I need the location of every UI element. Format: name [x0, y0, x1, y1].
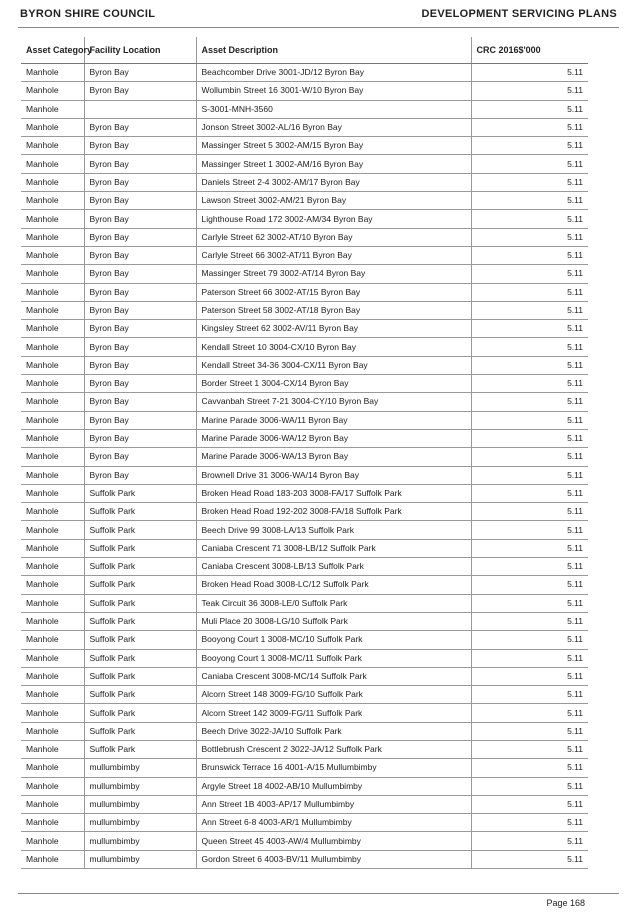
cell-facility-location: Byron Bay: [84, 64, 196, 82]
page-header: [0, 0, 637, 36]
cell-asset-description: Kendall Street 10 3004-CX/10 Byron Bay: [196, 338, 471, 356]
table-row: [21, 649, 588, 667]
cell-facility-location: Suffolk Park: [84, 649, 196, 667]
cell-asset-description: Lawson Street 3002-AM/21 Byron Bay: [196, 192, 471, 210]
cell-asset-category: Manhole: [21, 777, 84, 795]
cell-asset-description: Caniaba Crescent 71 3008-LB/12 Suffolk Park: [196, 539, 471, 557]
cell-crc-value: 5.11: [471, 100, 588, 118]
cell-facility-location: Byron Bay: [84, 466, 196, 484]
table-row: [21, 375, 588, 393]
cell-facility-location: Byron Bay: [84, 265, 196, 283]
cell-crc-value: 5.11: [471, 137, 588, 155]
table-row: [21, 137, 588, 155]
cell-asset-category: Manhole: [21, 411, 84, 429]
asset-table: [21, 37, 588, 869]
cell-asset-category: Manhole: [21, 338, 84, 356]
cell-asset-description: Broken Head Road 192-202 3008-FA/18 Suffolk Park: [196, 503, 471, 521]
cell-crc-value: 5.11: [471, 173, 588, 191]
cell-facility-location: Suffolk Park: [84, 631, 196, 649]
cell-asset-category: Manhole: [21, 612, 84, 630]
cell-crc-value: 5.11: [471, 192, 588, 210]
cell-facility-location: mullumbimby: [84, 850, 196, 868]
cell-crc-value: 5.11: [471, 484, 588, 502]
cell-asset-description: Beech Drive 3022-JA/10 Suffolk Park: [196, 722, 471, 740]
cell-facility-location: Byron Bay: [84, 375, 196, 393]
cell-asset-description: Massinger Street 79 3002-AT/14 Byron Bay: [196, 265, 471, 283]
cell-asset-category: Manhole: [21, 722, 84, 740]
cell-crc-value: 5.11: [471, 740, 588, 758]
table-row: [21, 612, 588, 630]
cell-facility-location: Byron Bay: [84, 283, 196, 301]
cell-crc-value: 5.11: [471, 612, 588, 630]
cell-facility-location: Byron Bay: [84, 246, 196, 264]
cell-facility-location: Suffolk Park: [84, 722, 196, 740]
cell-asset-description: Alcorn Street 148 3009-FG/10 Suffolk Park: [196, 686, 471, 704]
cell-facility-location: Byron Bay: [84, 137, 196, 155]
table-row: [21, 173, 588, 191]
cell-facility-location: Suffolk Park: [84, 704, 196, 722]
table-row: [21, 740, 588, 758]
table-body: [21, 64, 588, 869]
cell-asset-category: Manhole: [21, 448, 84, 466]
cell-crc-value: 5.11: [471, 466, 588, 484]
table-row: [21, 539, 588, 557]
table-row: [21, 576, 588, 594]
cell-crc-value: 5.11: [471, 832, 588, 850]
cell-crc-value: 5.11: [471, 448, 588, 466]
table-row: [21, 448, 588, 466]
col-header-asset-category: Asset Category: [21, 37, 84, 64]
cell-crc-value: 5.11: [471, 759, 588, 777]
cell-asset-category: Manhole: [21, 429, 84, 447]
table-row: [21, 795, 588, 813]
cell-asset-category: Manhole: [21, 631, 84, 649]
table-row: [21, 704, 588, 722]
table-row: [21, 631, 588, 649]
cell-asset-category: Manhole: [21, 832, 84, 850]
cell-facility-location: mullumbimby: [84, 832, 196, 850]
cell-asset-category: Manhole: [21, 484, 84, 502]
cell-asset-category: Manhole: [21, 740, 84, 758]
cell-crc-value: 5.11: [471, 558, 588, 576]
table-row: [21, 777, 588, 795]
cell-asset-description: Caniaba Crescent 3008-MC/14 Suffolk Park: [196, 667, 471, 685]
cell-crc-value: 5.11: [471, 777, 588, 795]
table-row: [21, 521, 588, 539]
cell-asset-description: Paterson Street 66 3002-AT/15 Byron Bay: [196, 283, 471, 301]
cell-facility-location: Suffolk Park: [84, 686, 196, 704]
table-row: [21, 338, 588, 356]
table-row: [21, 64, 588, 82]
cell-facility-location: Byron Bay: [84, 192, 196, 210]
table-row: [21, 850, 588, 868]
cell-crc-value: 5.11: [471, 503, 588, 521]
cell-facility-location: Byron Bay: [84, 356, 196, 374]
cell-asset-description: Ann Street 1B 4003-AP/17 Mullumbimby: [196, 795, 471, 813]
cell-facility-location: Suffolk Park: [84, 740, 196, 758]
cell-facility-location: Byron Bay: [84, 228, 196, 246]
cell-crc-value: 5.11: [471, 356, 588, 374]
table-row: [21, 118, 588, 136]
cell-crc-value: 5.11: [471, 539, 588, 557]
table-header-row: [21, 37, 588, 64]
cell-asset-category: Manhole: [21, 246, 84, 264]
cell-asset-category: Manhole: [21, 539, 84, 557]
cell-asset-description: Border Street 1 3004-CX/14 Byron Bay: [196, 375, 471, 393]
cell-facility-location: Byron Bay: [84, 448, 196, 466]
cell-asset-description: Daniels Street 2-4 3002-AM/17 Byron Bay: [196, 173, 471, 191]
cell-asset-category: Manhole: [21, 704, 84, 722]
cell-facility-location: Byron Bay: [84, 338, 196, 356]
cell-facility-location: Byron Bay: [84, 173, 196, 191]
cell-facility-location: Suffolk Park: [84, 484, 196, 502]
cell-asset-category: Manhole: [21, 466, 84, 484]
table-row: [21, 466, 588, 484]
cell-asset-category: Manhole: [21, 301, 84, 319]
cell-facility-location: Suffolk Park: [84, 576, 196, 594]
cell-crc-value: 5.11: [471, 411, 588, 429]
table-row: [21, 210, 588, 228]
table-row: [21, 192, 588, 210]
table-row: [21, 759, 588, 777]
cell-asset-category: Manhole: [21, 375, 84, 393]
cell-asset-description: Queen Street 45 4003-AW/4 Mullumbimby: [196, 832, 471, 850]
table-row: [21, 265, 588, 283]
cell-facility-location: mullumbimby: [84, 759, 196, 777]
cell-crc-value: 5.11: [471, 814, 588, 832]
document-title: DEVELOPMENT SERVICING PLANS: [421, 8, 617, 20]
cell-crc-value: 5.11: [471, 301, 588, 319]
cell-asset-category: Manhole: [21, 173, 84, 191]
cell-asset-description: Cavvanbah Street 7-21 3004-CY/10 Byron Bay: [196, 393, 471, 411]
cell-asset-description: Caniaba Crescent 3008-LB/13 Suffolk Park: [196, 558, 471, 576]
cell-asset-description: Booyong Court 1 3008-MC/10 Suffolk Park: [196, 631, 471, 649]
footer-divider: [18, 893, 619, 894]
table-row: [21, 100, 588, 118]
cell-crc-value: 5.11: [471, 631, 588, 649]
cell-crc-value: 5.11: [471, 320, 588, 338]
cell-crc-value: 5.11: [471, 667, 588, 685]
cell-facility-location: Byron Bay: [84, 210, 196, 228]
table-row: [21, 686, 588, 704]
cell-asset-category: Manhole: [21, 814, 84, 832]
table-row: [21, 320, 588, 338]
cell-asset-category: Manhole: [21, 759, 84, 777]
cell-facility-location: Suffolk Park: [84, 558, 196, 576]
cell-asset-description: Gordon Street 6 4003-BV/11 Mullumbimby: [196, 850, 471, 868]
cell-crc-value: 5.11: [471, 155, 588, 173]
cell-asset-category: Manhole: [21, 649, 84, 667]
cell-crc-value: 5.11: [471, 338, 588, 356]
cell-asset-description: Jonson Street 3002-AL/16 Byron Bay: [196, 118, 471, 136]
cell-facility-location: Suffolk Park: [84, 612, 196, 630]
cell-crc-value: 5.11: [471, 594, 588, 612]
cell-facility-location: [84, 100, 196, 118]
cell-asset-description: Booyong Court 1 3008-MC/11 Suffolk Park: [196, 649, 471, 667]
cell-facility-location: Byron Bay: [84, 429, 196, 447]
table-row: [21, 356, 588, 374]
cell-crc-value: 5.11: [471, 649, 588, 667]
table-row: [21, 393, 588, 411]
cell-crc-value: 5.11: [471, 210, 588, 228]
cell-crc-value: 5.11: [471, 64, 588, 82]
cell-asset-description: Lighthouse Road 172 3002-AM/34 Byron Bay: [196, 210, 471, 228]
cell-crc-value: 5.11: [471, 429, 588, 447]
table-row: [21, 814, 588, 832]
table-row: [21, 411, 588, 429]
cell-asset-description: Marine Parade 3006-WA/13 Byron Bay: [196, 448, 471, 466]
cell-crc-value: 5.11: [471, 375, 588, 393]
cell-asset-description: Marine Parade 3006-WA/11 Byron Bay: [196, 411, 471, 429]
cell-asset-category: Manhole: [21, 320, 84, 338]
cell-asset-description: Alcorn Street 142 3009-FG/11 Suffolk Park: [196, 704, 471, 722]
table-row: [21, 722, 588, 740]
table-row: [21, 429, 588, 447]
cell-crc-value: 5.11: [471, 795, 588, 813]
cell-asset-description: S-3001-MNH-3560: [196, 100, 471, 118]
cell-crc-value: 5.11: [471, 393, 588, 411]
cell-crc-value: 5.11: [471, 118, 588, 136]
table-row: [21, 503, 588, 521]
cell-crc-value: 5.11: [471, 82, 588, 100]
cell-crc-value: 5.11: [471, 850, 588, 868]
cell-asset-category: Manhole: [21, 192, 84, 210]
cell-asset-category: Manhole: [21, 356, 84, 374]
header-divider: [18, 27, 619, 28]
cell-asset-description: Bottlebrush Crescent 2 3022-JA/12 Suffolk Park: [196, 740, 471, 758]
cell-facility-location: Suffolk Park: [84, 667, 196, 685]
cell-asset-category: Manhole: [21, 137, 84, 155]
cell-facility-location: mullumbimby: [84, 777, 196, 795]
cell-facility-location: Byron Bay: [84, 118, 196, 136]
cell-asset-description: Argyle Street 18 4002-AB/10 Mullumbimby: [196, 777, 471, 795]
cell-asset-description: Wollumbin Street 16 3001-W/10 Byron Bay: [196, 82, 471, 100]
col-header-asset-description: Asset Description: [196, 37, 471, 64]
cell-crc-value: 5.11: [471, 576, 588, 594]
cell-asset-description: Kendall Street 34-36 3004-CX/11 Byron Bay: [196, 356, 471, 374]
cell-asset-category: Manhole: [21, 64, 84, 82]
cell-facility-location: Byron Bay: [84, 82, 196, 100]
cell-asset-description: Beachcomber Drive 3001-JD/12 Byron Bay: [196, 64, 471, 82]
cell-asset-category: Manhole: [21, 283, 84, 301]
cell-asset-description: Carlyle Street 66 3002-AT/11 Byron Bay: [196, 246, 471, 264]
cell-asset-category: Manhole: [21, 576, 84, 594]
cell-crc-value: 5.11: [471, 686, 588, 704]
cell-crc-value: 5.11: [471, 283, 588, 301]
cell-asset-description: Broken Head Road 3008-LC/12 Suffolk Park: [196, 576, 471, 594]
cell-facility-location: Suffolk Park: [84, 521, 196, 539]
cell-asset-category: Manhole: [21, 118, 84, 136]
cell-crc-value: 5.11: [471, 521, 588, 539]
table-row: [21, 667, 588, 685]
table-row: [21, 228, 588, 246]
cell-facility-location: Byron Bay: [84, 301, 196, 319]
cell-asset-category: Manhole: [21, 667, 84, 685]
cell-asset-description: Massinger Street 5 3002-AM/15 Byron Bay: [196, 137, 471, 155]
cell-asset-description: Marine Parade 3006-WA/12 Byron Bay: [196, 429, 471, 447]
table-row: [21, 558, 588, 576]
cell-asset-description: Brunswick Terrace 16 4001-A/15 Mullumbimby: [196, 759, 471, 777]
page-number: Page 168: [546, 898, 585, 908]
cell-asset-description: Muli Place 20 3008-LG/10 Suffolk Park: [196, 612, 471, 630]
cell-crc-value: 5.11: [471, 704, 588, 722]
table-row: [21, 155, 588, 173]
table-row: [21, 246, 588, 264]
cell-asset-description: Carlyle Street 62 3002-AT/10 Byron Bay: [196, 228, 471, 246]
cell-crc-value: 5.11: [471, 228, 588, 246]
cell-asset-category: Manhole: [21, 393, 84, 411]
cell-asset-category: Manhole: [21, 795, 84, 813]
table-row: [21, 832, 588, 850]
cell-facility-location: Byron Bay: [84, 320, 196, 338]
cell-facility-location: Suffolk Park: [84, 539, 196, 557]
cell-asset-category: Manhole: [21, 82, 84, 100]
cell-asset-category: Manhole: [21, 210, 84, 228]
cell-asset-description: Brownell Drive 31 3006-WA/14 Byron Bay: [196, 466, 471, 484]
cell-asset-category: Manhole: [21, 503, 84, 521]
table-row: [21, 82, 588, 100]
cell-crc-value: 5.11: [471, 265, 588, 283]
cell-asset-category: Manhole: [21, 686, 84, 704]
cell-facility-location: Byron Bay: [84, 393, 196, 411]
cell-asset-category: Manhole: [21, 265, 84, 283]
table-row: [21, 283, 588, 301]
cell-asset-description: Paterson Street 58 3002-AT/18 Byron Bay: [196, 301, 471, 319]
cell-asset-description: Teak Circuit 36 3008-LE/0 Suffolk Park: [196, 594, 471, 612]
table-row: [21, 484, 588, 502]
cell-facility-location: Suffolk Park: [84, 503, 196, 521]
table-row: [21, 301, 588, 319]
cell-asset-category: Manhole: [21, 558, 84, 576]
cell-facility-location: Byron Bay: [84, 155, 196, 173]
cell-asset-description: Massinger Street 1 3002-AM/16 Byron Bay: [196, 155, 471, 173]
cell-asset-category: Manhole: [21, 594, 84, 612]
cell-crc-value: 5.11: [471, 246, 588, 264]
cell-facility-location: mullumbimby: [84, 814, 196, 832]
cell-crc-value: 5.11: [471, 722, 588, 740]
cell-facility-location: Suffolk Park: [84, 594, 196, 612]
cell-asset-description: Beech Drive 99 3008-LA/13 Suffolk Park: [196, 521, 471, 539]
cell-asset-category: Manhole: [21, 100, 84, 118]
cell-asset-category: Manhole: [21, 850, 84, 868]
cell-asset-category: Manhole: [21, 521, 84, 539]
cell-asset-description: Broken Head Road 183-203 3008-FA/17 Suffolk Park: [196, 484, 471, 502]
council-name: BYRON SHIRE COUNCIL: [20, 8, 156, 20]
cell-asset-category: Manhole: [21, 228, 84, 246]
cell-asset-description: Ann Street 6-8 4003-AR/1 Mullumbimby: [196, 814, 471, 832]
cell-facility-location: mullumbimby: [84, 795, 196, 813]
cell-asset-category: Manhole: [21, 155, 84, 173]
table-row: [21, 594, 588, 612]
col-header-facility-location: Facility Location: [84, 37, 196, 64]
cell-asset-description: Kingsley Street 62 3002-AV/11 Byron Bay: [196, 320, 471, 338]
cell-facility-location: Byron Bay: [84, 411, 196, 429]
col-header-crc: CRC 2016$'000: [471, 37, 588, 64]
